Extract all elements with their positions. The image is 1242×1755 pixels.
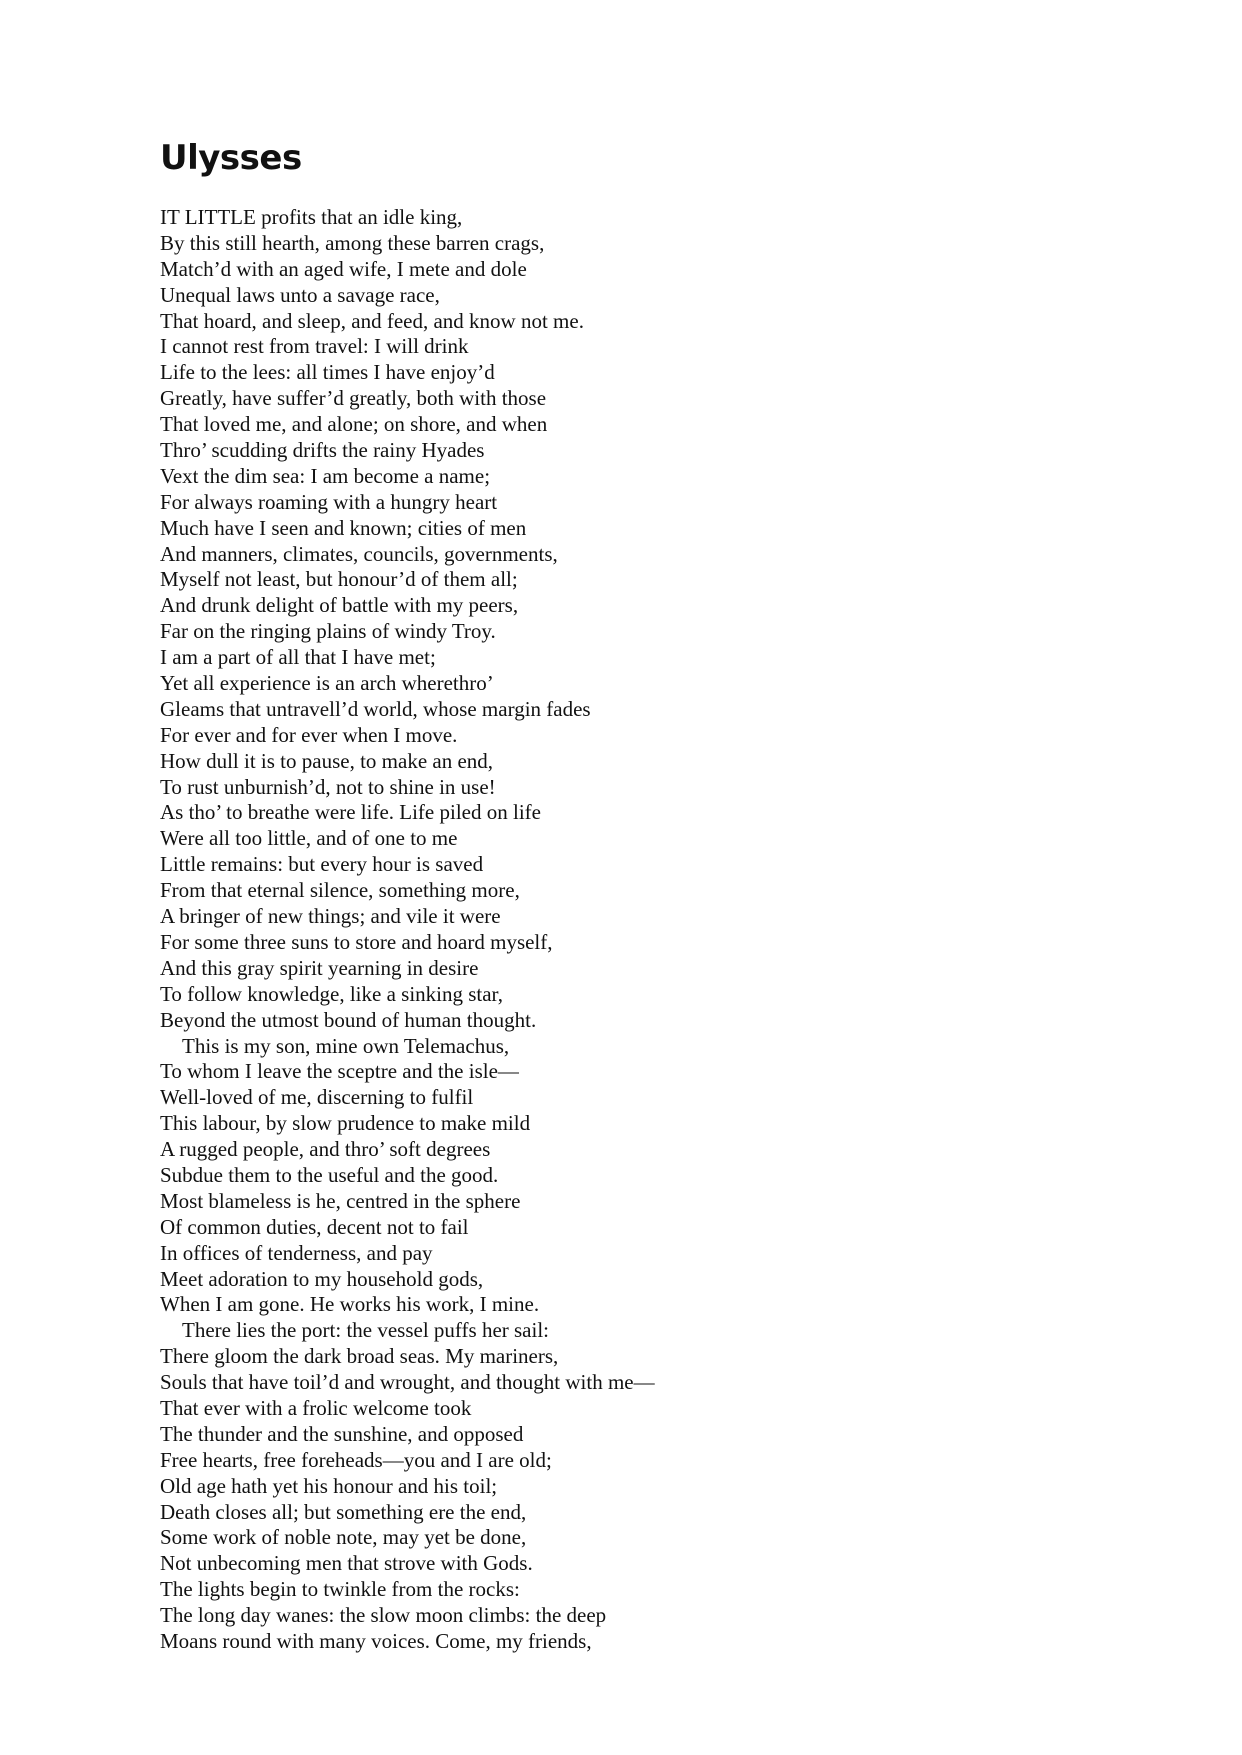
- poem-line: Life to the lees: all times I have enjoy’d: [160, 360, 495, 385]
- poem-line: And manners, climates, councils, governments,: [160, 541, 558, 566]
- poem-line: Of common duties, decent not to fail: [160, 1214, 469, 1239]
- poem-line: This labour, by slow prudence to make mild: [160, 1111, 531, 1136]
- poem-line: IT LITTLE profits that an idle king,: [160, 205, 463, 229]
- poem-line: That hoard, and sleep, and feed, and know not me.: [160, 308, 584, 333]
- poem-line: Were all too little, and of one to me: [160, 826, 458, 851]
- poem-line: By this still hearth, among these barren crags,: [160, 230, 545, 255]
- poem-line: I cannot rest from travel: I will drink: [160, 334, 469, 359]
- poem-line: And this gray spirit yearning in desire: [160, 955, 479, 980]
- poem-line: Much have I seen and known; cities of men: [160, 515, 527, 540]
- poem-line: Thro’ scudding drifts the rainy Hyades: [160, 438, 485, 463]
- poem-line: Gleams that untravell’d world, whose margin fades: [160, 696, 591, 721]
- poem-line: A bringer of new things; and vile it were: [160, 904, 501, 929]
- poem-line: Beyond the utmost bound of human thought.: [160, 1007, 537, 1032]
- poem-line: When I am gone. He works his work, I mine.: [160, 1292, 540, 1317]
- poem-line: Far on the ringing plains of windy Troy.: [160, 619, 496, 644]
- poem-line: The lights begin to twinkle from the rocks:: [160, 1577, 520, 1602]
- poem-line: The thunder and the sunshine, and opposed: [160, 1421, 524, 1446]
- poem-line: That ever with a frolic welcome took: [160, 1395, 472, 1420]
- poem-line: Moans round with many voices. Come, my friends,: [160, 1628, 592, 1653]
- poem-line: Little remains: but every hour is saved: [160, 852, 484, 877]
- poem-line: Yet all experience is an arch wherethro’: [160, 671, 494, 696]
- poem-line: To whom I leave the sceptre and the isle—: [160, 1059, 519, 1084]
- poem-line: Well-loved of me, discerning to fulfil: [160, 1085, 474, 1110]
- poem-line: Meet adoration to my household gods,: [160, 1266, 484, 1291]
- poem-line: And drunk delight of battle with my peers,: [160, 593, 519, 618]
- poem-line: How dull it is to pause, to make an end,: [160, 748, 494, 773]
- poem-line: There gloom the dark broad seas. My mariners,: [160, 1344, 559, 1369]
- poem-line: To rust unburnish’d, not to shine in use!: [160, 774, 496, 799]
- poem-line: Greatly, have suffer’d greatly, both with those: [160, 386, 547, 411]
- poem-line: I am a part of all that I have met;: [160, 645, 436, 670]
- poem-line: Subdue them to the useful and the good.: [160, 1162, 499, 1187]
- poem-line: Most blameless is he, centred in the sphere: [160, 1188, 521, 1213]
- poem-title: Ulysses: [160, 138, 302, 178]
- poem-line: Death closes all; but something ere the end,: [160, 1499, 527, 1524]
- poem-line: Not unbecoming men that strove with Gods.: [160, 1551, 533, 1576]
- poem-line: As tho’ to breathe were life. Life piled on life: [160, 800, 541, 825]
- poem-line: Myself not least, but honour’d of them all;: [160, 567, 518, 592]
- poem-body: [160, 205, 1160, 1655]
- poem-line: Match’d with an aged wife, I mete and dole: [160, 256, 527, 281]
- poem-line: Vext the dim sea: I am become a name;: [160, 463, 491, 488]
- poem-line: For always roaming with a hungry heart: [160, 489, 498, 514]
- poem-line: There lies the port: the vessel puffs her sail:: [182, 1318, 550, 1343]
- poem-line: That loved me, and alone; on shore, and when: [160, 412, 548, 437]
- poem-line: This is my son, mine own Telemachus,: [182, 1033, 510, 1058]
- poem-line: The long day wanes: the slow moon climbs: the deep: [160, 1603, 607, 1628]
- poem-line: In offices of tenderness, and pay: [160, 1240, 433, 1265]
- poem-line: To follow knowledge, like a sinking star,: [160, 981, 503, 1006]
- poem-line: From that eternal silence, something more,: [160, 878, 520, 903]
- poem-line: For ever and for ever when I move.: [160, 722, 458, 747]
- poem-line: Some work of noble note, may yet be done,: [160, 1525, 527, 1550]
- poem-line: A rugged people, and thro’ soft degrees: [160, 1137, 491, 1162]
- poem-line: Souls that have toil’d and wrought, and thought with me—: [160, 1370, 655, 1395]
- poem-line: For some three suns to store and hoard myself,: [160, 929, 553, 954]
- poem-line: Unequal laws unto a savage race,: [160, 282, 440, 307]
- poem-line: Old age hath yet his honour and his toil;: [160, 1473, 498, 1498]
- poem-line: Free hearts, free foreheads—you and I are old;: [160, 1447, 552, 1472]
